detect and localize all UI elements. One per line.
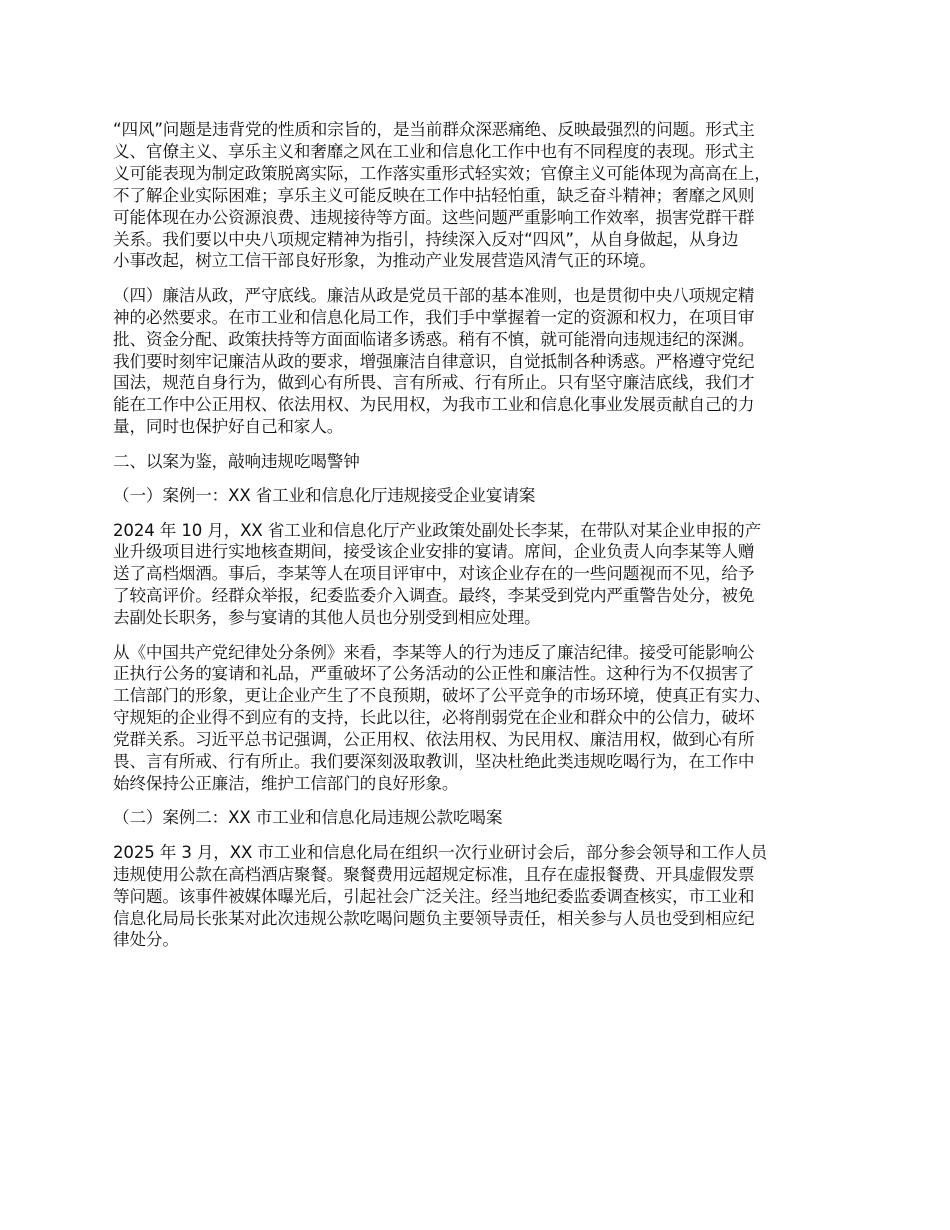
- text-line: 违规使用公款在高档酒店聚餐。聚餐费用远超规定标准，且存在虚报餐费、开具虚假发票: [113, 864, 755, 884]
- text-line: 畏、言有所戒、行有所止。我们要深刻汲取教训，坚决杜绝此类违规吃喝行为，在工作中: [113, 752, 755, 772]
- text-line: 义、官僚主义、享乐主义和奢靡之风在工业和信息化工作中也有不同程度的表现。形式主: [113, 141, 755, 161]
- text-line: 2024 年 10 月，XX 省工业和信息化厅产业政策处副处长李某，在带队对某企业申报的产: [113, 520, 762, 540]
- text-line: 义可能表现为制定政策脱离实际，工作落实重形式轻实效；官僚主义可能体现为高高在上，: [113, 163, 771, 183]
- paragraph-integrity: [113, 285, 863, 438]
- paragraph-case-1-description: [113, 520, 863, 630]
- text-line: 我们要时刻牢记廉洁从政的要求，增强廉洁自律意识，自觉抵制各种诱惑。严格遵守党纪: [113, 351, 755, 371]
- text-line: 神的必然要求。在市工业和信息化局工作，我们手中掌握着一定的资源和权力，在项目审: [113, 307, 755, 327]
- paragraph-four-winds: [113, 119, 863, 272]
- case-heading-2: [113, 807, 863, 829]
- text-line: 信息化局局长张某对此次违规公款吃喝问题负主要领导责任，相关参与人员也受到相应纪: [113, 908, 755, 928]
- text-line: 等问题。该事件被媒体曝光后，引起社会广泛关注。经当地纪委监委调查核实，市工业和: [113, 886, 755, 906]
- text-line: 能在工作中公正用权、依法用权、为民用权，为我市工业和信息化事业发展贡献自己的力: [113, 395, 755, 415]
- text-line: 批、资金分配、政策扶持等方面面临诸多诱惑。稍有不慎，就可能滑向违规违纪的深渊。: [113, 329, 755, 349]
- text-line: 党群关系。习近平总书记强调，公正用权、依法用权、为民用权、廉洁用权，做到心有所: [113, 730, 755, 750]
- text-line: 正执行公务的宴请和礼品，严重破坏了公务活动的公正性和廉洁性。这种行为不仅损害了: [113, 664, 755, 684]
- text-line: 去副处长职务，参与宴请的其他人员也分别受到相应处理。: [113, 608, 541, 628]
- text-line: “四风”问题是违背党的性质和宗旨的，是当前群众深恶痛绝、反映最强烈的问题。形式主: [113, 120, 755, 139]
- heading-text: （一）案例一：XX 省工业和信息化厅违规接受企业宴请案: [113, 486, 536, 506]
- text-line: 业升级项目进行实地核查期间，接受该企业安排的宴请。席间，企业负责人向李某等人赠: [113, 542, 755, 562]
- text-line: （四）廉洁从政，严守底线。廉洁从政是党员干部的基本准则，也是贯彻中央八项规定精: [113, 285, 755, 305]
- text-line: 始终保持公正廉洁，维护工信部门的良好形象。: [113, 773, 459, 793]
- text-line: 工信部门的形象，更让企业产生了不良预期，破坏了公平竞争的市场环境，使真正有实力、: [113, 686, 771, 706]
- section-heading-2: [113, 451, 863, 473]
- case-heading-1: [113, 485, 863, 507]
- heading-text: （二）案例二：XX 市工业和信息化局违规公款吃喝案: [113, 808, 503, 828]
- text-line: 了较高评价。经群众举报，纪委监委介入调查。最终，李某受到党内严重警告处分，被免: [113, 586, 755, 606]
- text-line: 送了高档烟酒。事后，李某等人在项目评审中，对该企业存在的一些问题视而不见，给予: [113, 564, 755, 584]
- text-line: 律处分。: [113, 930, 179, 950]
- text-line: 从《中国共产党纪律处分条例》来看，李某等人的行为违反了廉洁纪律。接受可能影响公: [113, 642, 755, 662]
- paragraph-case-2-description: [113, 842, 863, 952]
- text-line: 关系。我们要以中央八项规定精神为指引，持续深入反对“四风”，从自身做起，从身边: [113, 229, 739, 249]
- text-line: 可能体现在办公资源浪费、违规接待等方面。这些问题严重影响工作效率，损害党群干群: [113, 207, 755, 227]
- text-line: 不了解企业实际困难；享乐主义可能反映在工作中拈轻怕重，缺乏奋斗精神；奢靡之风则: [113, 185, 755, 205]
- text-line: 小事改起，树立工信干部良好形象，为推动产业发展营造风清气正的环境。: [113, 251, 656, 271]
- heading-text: 二、以案为鉴，敲响违规吃喝警钟: [113, 451, 360, 471]
- text-line: 2025 年 3 月，XX 市工业和信息化局在组织一次行业研讨会后，部分参会领导和工作人员: [113, 842, 768, 862]
- text-line: 守规矩的企业得不到应有的支持，长此以往，必将削弱党在企业和群众中的公信力，破坏: [113, 708, 755, 728]
- text-line: 国法，规范自身行为，做到心有所畏、言有所戒、行有所止。只有坚守廉洁底线，我们才: [113, 373, 755, 393]
- document-page: [113, 119, 863, 964]
- paragraph-case-1-analysis: [113, 642, 863, 795]
- text-line: 量，同时也保护好自己和家人。: [113, 417, 344, 437]
